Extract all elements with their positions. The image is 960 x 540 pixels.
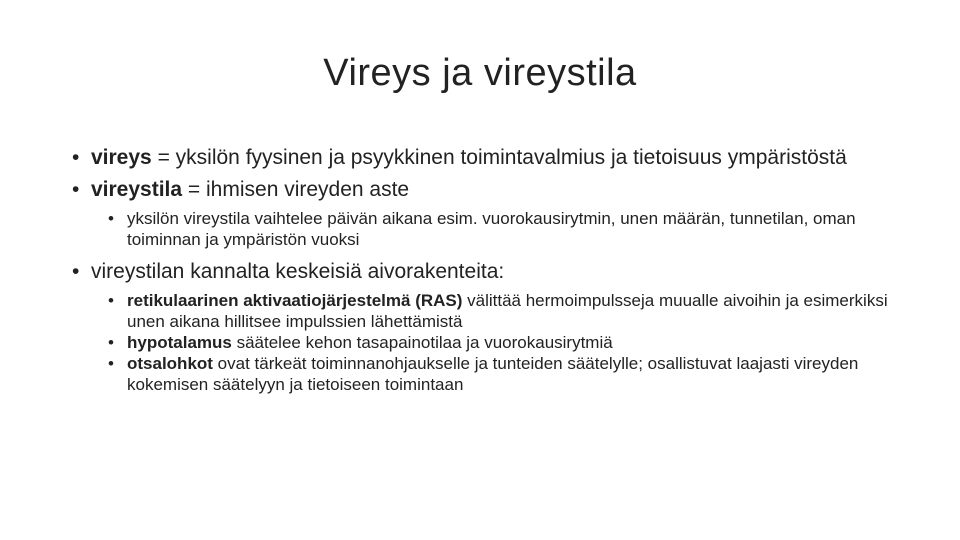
bullet-list bbox=[72, 146, 892, 405]
sub-bullet-item-otsalohkot bbox=[72, 353, 892, 395]
bullet-icon: • bbox=[72, 146, 80, 169]
item-text: = yksilön fyysinen ja psyykkinen toimintavalmius ja tietoisuus ympäristöstä bbox=[151, 146, 847, 169]
item-text: vireystilan kannalta keskeisiä aivorakenteita: bbox=[91, 260, 505, 283]
term-bold: vireystila bbox=[91, 178, 183, 201]
item-text: = ihmisen vireyden aste bbox=[182, 178, 410, 201]
item-text: välittää hermoimpulsseja muualle aivoihin ja esimerkiksi unen aikana hillitsee impulssien lähettämistä bbox=[127, 291, 888, 331]
item-text: säätelee kehon tasapainotilaa ja vuorokausirytmiä bbox=[231, 333, 613, 352]
sub-bullet-item-hypotalamus bbox=[72, 332, 892, 353]
term-bold: vireys bbox=[91, 146, 152, 169]
slide-title: Vireys ja vireystila bbox=[323, 52, 637, 94]
bullet-icon: • bbox=[72, 178, 80, 201]
bullet-item-aivorakenteet bbox=[72, 260, 892, 284]
bullet-icon: • bbox=[108, 333, 114, 352]
item-text: ovat tärkeät toiminnanohjaukselle ja tunteiden säätelylle; osallistuvat laajasti vireyden kokemisen säätelyyn ja tietoiseen toimintaan bbox=[127, 354, 859, 394]
bullet-item-vireys bbox=[72, 146, 892, 170]
bullet-icon: • bbox=[108, 354, 114, 373]
term-bold: retikulaarinen aktivaatiojärjestelmä (RAS) bbox=[127, 291, 463, 310]
bullet-item-vireystila bbox=[72, 178, 892, 202]
sub-bullet-item-ras bbox=[72, 290, 892, 332]
term-bold: otsalohkot bbox=[127, 354, 213, 373]
bullet-icon: • bbox=[72, 260, 80, 283]
sub-list bbox=[72, 208, 892, 250]
bullet-icon: • bbox=[108, 291, 114, 310]
item-text: yksilön vireystila vaihtelee päivän aikana esim. vuorokausirytmin, unen määrän, tunnetilan, oman toiminnan ja ympäristön vuoksi bbox=[127, 209, 856, 249]
sub-bullet-item bbox=[72, 208, 892, 250]
bullet-icon: • bbox=[108, 209, 114, 228]
term-bold: hypotalamus bbox=[127, 333, 232, 352]
sub-list bbox=[72, 290, 892, 395]
